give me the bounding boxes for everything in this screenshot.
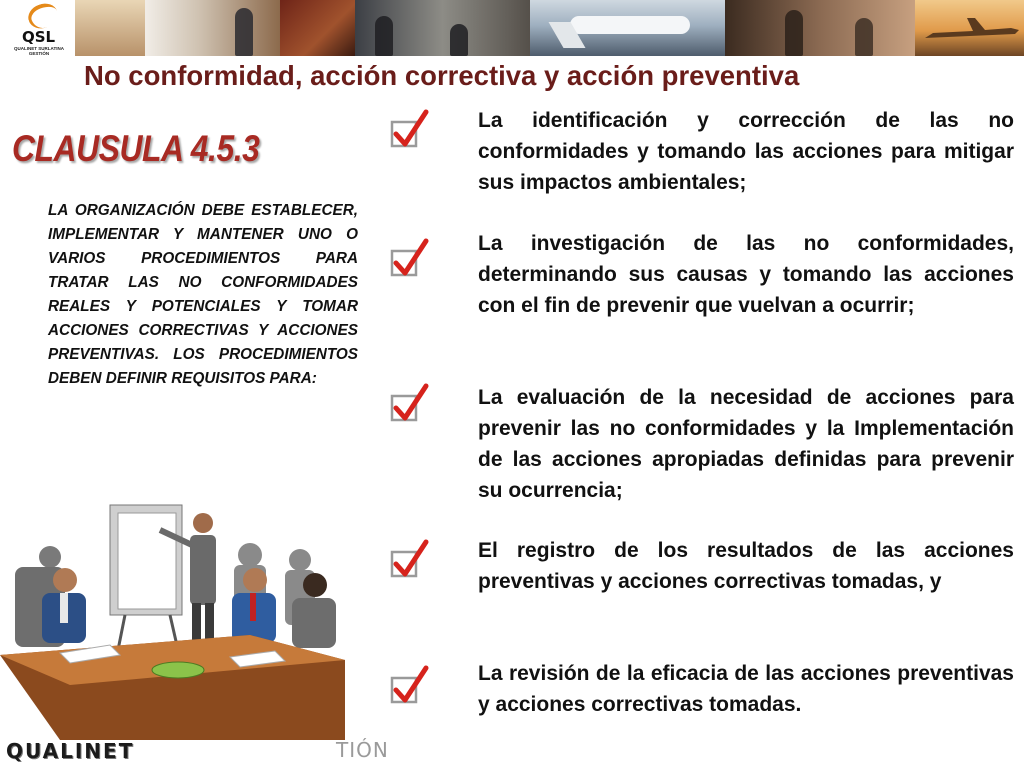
checkmark-icon (388, 538, 432, 582)
qsl-logo (0, 0, 75, 56)
checkmark-icon (388, 382, 432, 426)
airplane-icon (570, 16, 690, 34)
header-banner (0, 0, 1024, 56)
requirement-item: El registro de los resultados de las acciones preventivas y acciones correctivas tomadas, y (478, 539, 1014, 593)
checkmark-icon (388, 237, 432, 281)
checkmark-icon (388, 108, 432, 152)
logo-subtitle: QUALINET SURLATINA GESTIÓN (14, 46, 64, 56)
footer-brand: QUALINET (6, 739, 135, 763)
clause-description: LA ORGANIZACIÓN DEBE ESTABLECER, IMPLEMENTAR Y MANTENER UNO O VARIOS PROCEDIMIENTOS PARA TRATAR LAS NO CONFORMIDADES REALES Y POTENCIALES Y TOMAR ACCIONES CORRECTIVAS Y ACCIONES PREVENTIVAS. LOS PROCEDIMIENTOS DEBEN DEFINIR REQUISITOS PARA: (48, 202, 358, 387)
checkmark-icon (388, 664, 432, 708)
banner-photo-3 (280, 0, 355, 56)
requirement-item: La revisión de la eficacia de las acciones preventivas y acciones correctivas tomadas. (478, 662, 1014, 716)
requirement-item: La identificación y corrección de las no conformidades y tomando las acciones para mitigar sus impactos ambientales; (478, 109, 1014, 194)
requirement-item: La evaluación de la necesidad de acciones para prevenir las no conformidades y la Implementación de las acciones apropiadas definidas para prevenir su ocurrencia; (478, 386, 1014, 502)
banner-photo-6 (725, 0, 915, 56)
banner-photo-sunset-plane (915, 0, 1024, 56)
footer-brand-suffix: TIÓN (336, 738, 389, 762)
logo-text: QSL (22, 28, 56, 46)
meeting-illustration (0, 485, 345, 740)
slide-title: No conformidad, acción correctiva y acción preventiva (84, 60, 800, 91)
clause-heading: CLAUSULA 4.5.3 (12, 128, 260, 169)
requirement-item: La investigación de las no conformidades, determinando sus causas y tomando las acciones con el fin de prevenir que vuelvan a ocurrir; (478, 232, 1014, 317)
plane-silhouette-icon (915, 0, 1024, 56)
banner-photo-4 (355, 0, 530, 56)
banner-photo-airplane (530, 0, 725, 56)
banner-photo-2 (145, 0, 280, 56)
banner-photo-1 (75, 0, 145, 56)
